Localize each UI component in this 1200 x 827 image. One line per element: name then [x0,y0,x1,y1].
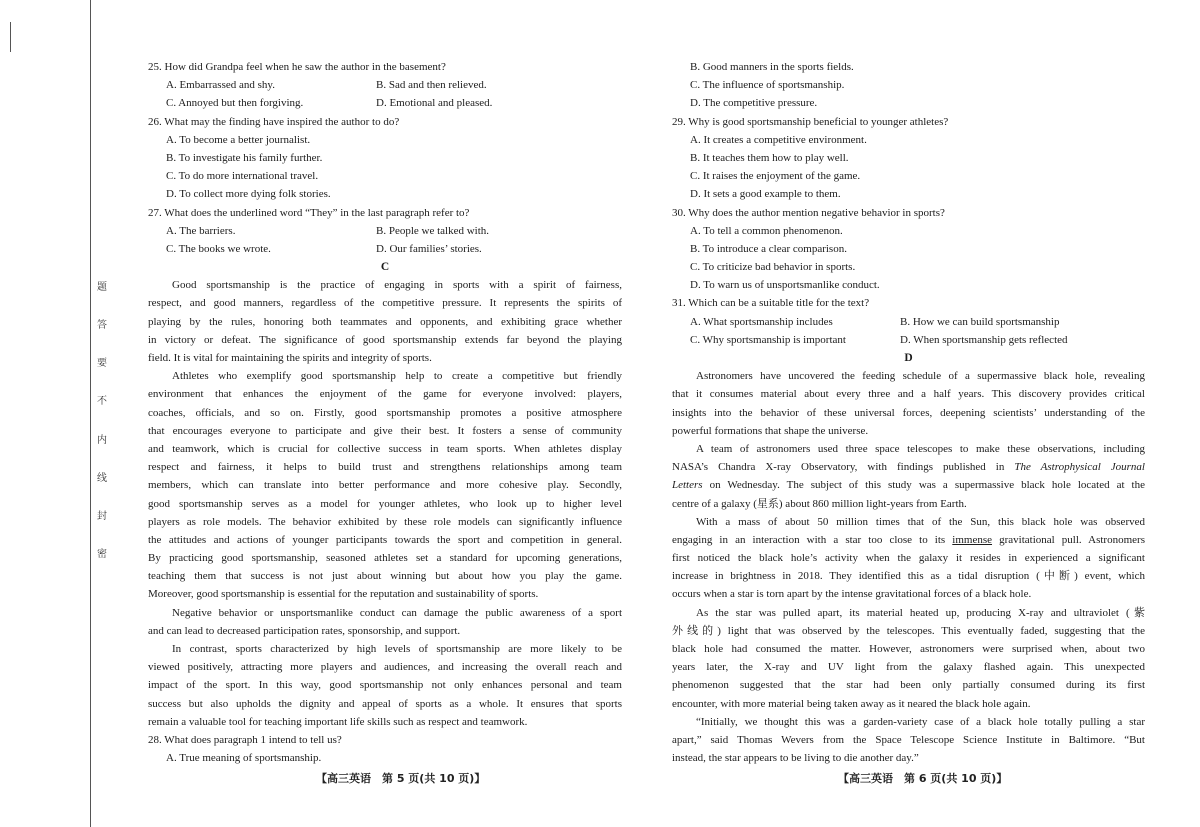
option-a: A. Embarrassed and shy. [166,79,275,92]
option-d: D. To collect more dying folk stories. [166,188,331,201]
option-b: B. People we talked with. [376,224,490,237]
passage-line: impact of the sport. In this way, good sportsmanship not only enhances personal and team [148,679,622,692]
option-c: C. To do more international travel. [166,170,319,183]
passage-line: Astronomers have uncovered the feeding schedule of a supermassive black hole, revealing [696,370,1145,383]
option-a: A. It creates a competitive environment. [690,133,867,146]
passage-line: good sportsmanship serves as a model for younger athletes, who look up to higher level [148,497,622,510]
underlined-word: immense [952,533,993,546]
option-a: A. To tell a common phenomenon. [690,224,843,237]
passage-line: respect, and good manners, regardless of the competitive pressure. It represents the spirits of [148,297,622,310]
passage-line: players as role models. The behavior exhibited by these role models can significantly influence [148,515,622,528]
passage-text: gravitational pull. Astronomers [992,533,1145,546]
passage-line: instead, the star appears to be living to die another day.” [672,752,919,765]
question-stem: 27. What does the underlined word “They” in the last paragraph refer to? [148,206,470,219]
right-page-column [672,58,1145,767]
option-d: D. It sets a good example to them. [690,188,841,201]
question-stem: 28. What does paragraph 1 intend to tell us? [148,733,342,746]
passage-line: 外线的) light that was observed by the telescopes. This eventually faded, suggesting that the [672,624,1145,637]
passage-line [672,531,1145,549]
section-heading: C [380,261,390,274]
passage-line: viewed positively, attracting more players and audiences, and increasing the overall reach and [148,661,622,674]
passage-line: that encourages everyone to participate and give their best. It fosters a sense of community [148,424,622,437]
passage-line: years later, the X-ray and UV light from the galaxy flashed again. This unexpected [672,661,1145,674]
passage-line: and teamwork, which is crucial for collective success in team sports. When athletes display [148,442,622,455]
passage-line: field. It is vital for maintaining the spirits and integrity of sports. [148,352,432,364]
option-row [148,76,622,94]
section-heading: D [904,352,913,364]
passage-text: engaging in an interaction with a star too close to its [672,533,953,546]
question-stem: 31. Which can be a suitable title for the text? [672,297,870,310]
passage-line: Good sportsmanship is the practice of engaging in sports with a spirit of fairness, [172,279,622,292]
passage-line: and can lead to decreased participation rates, sponsorship, and support. [148,624,461,637]
option-b: B. To investigate his family further. [166,151,323,164]
option-c: C. Annoyed but then forgiving. [166,97,304,110]
option-d: D. When sportsmanship gets reflected [900,333,1068,346]
passage-line: members, which can translate into better performance and more cohesive play. Secondly, [148,479,622,492]
passage-line [672,476,1145,494]
passage-line: the attitudes and actions of younger participants towards the sport and competition in general. [148,533,622,546]
passage-line: occurs when a star is torn apart by the intense gravitational forces of a black hole. [672,588,1032,601]
journal-title: The Astrophysical Journal [1014,461,1145,474]
option-d: D. Emotional and pleased. [376,97,493,110]
option-b: B. To introduce a clear comparison. [690,242,847,255]
question-stem: 25. How did Grandpa feel when he saw the author in the basement? [148,61,446,73]
passage-line: Moreover, good sportsmanship is essential for the reputation and sustainability of sports. [148,588,539,601]
passage-line: In contrast, sports characterized by high levels of sportsmanship are more likely to be [172,643,622,655]
option-d: D. The competitive pressure. [690,97,818,110]
option-b: B. It teaches them how to play well. [690,151,849,164]
option-b: B. Sad and then relieved. [376,79,487,92]
passage-line: remain a valuable tool for teaching important life skills such as respect and teamwork. [148,715,528,728]
passage-line: encounter, with more material being taken away as it neared the black hole again. [672,697,1031,710]
question-stem: 29. Why is good sportsmanship beneficial to younger athletes? [672,115,949,128]
passage-line: With a mass of about 50 million times that of the Sun, this black hole was observed [696,515,1145,528]
passage-line: As the star was pulled apart, its material heated up, producing X-ray and ultraviolet (紫 [696,606,1145,619]
option-c: C. To criticize bad behavior in sports. [690,261,856,274]
passage-line: black hole had consumed the matter. However, astronomers were surprised when, about two [672,643,1145,655]
option-d: D. To warn us of unsportsmanlike conduct. [690,279,880,292]
binding-char: 密 [97,548,107,560]
question-stem: 30. Why does the author mention negative behavior in sports? [672,206,945,219]
passage-line: A team of astronomers used three space telescopes to make these observations, including [696,442,1145,455]
option-row [672,313,1145,331]
passage-line: coaches, officials, and so on. Firstly, good sportsmanship promotes a positive atmosphere [148,406,622,419]
binding-char: 题 [97,282,107,293]
margin-mark [10,22,11,52]
option-a: A. The barriers. [166,224,236,237]
option-c: C. The influence of sportsmanship. [690,79,845,92]
binding-char: 封 [97,510,107,522]
option-c: C. Why sportsmanship is important [690,333,846,346]
option-row [148,94,622,112]
passage-line: phenomenon suggested that the star had been only partially consumed during its first [672,679,1145,692]
passage-line: Negative behavior or unsportsmanlike conduct can damage the public awareness of a sport [172,606,622,619]
option-c: C. It raises the enjoyment of the game. [690,170,861,183]
question-stem: 26. What may the finding have inspired the author to do? [148,115,400,128]
binding-char: 不 [97,396,107,408]
passage-line: centre of a galaxy (星系) about 860 million light-years from Earth. [672,497,967,510]
option-a: A. True meaning of sportsmanship. [166,752,322,765]
passage-line: in victory or defeat. The significance of good sportsmanship extends far beyond the playing [148,333,622,346]
passage-line: success but also upholds the dignity and appeal of sports as a whole. It ensures that sports [148,697,622,710]
option-row [672,331,1145,349]
binding-char: 线 [97,472,107,484]
passage-line: respect and fairness, it helps to build trust and strengthens relationships among team [148,461,622,474]
passage-line: that it consumes material about every three and a half years. This discovery provides critical [672,388,1145,401]
passage-line: powerful formations that shape the universe. [672,424,869,437]
page-footer: 【高三英语 第 6 页(共 10 页)】 [838,772,1008,785]
option-row [148,240,622,258]
passage-line: Athletes who exemplify good sportsmanship help to create a competitive but friendly [172,370,622,383]
left-page-column [148,58,622,767]
journal-title-cont: Letters [672,479,703,492]
option-d: D. Our families’ stories. [376,242,482,255]
binding-char: 内 [97,434,107,446]
option-a: A. What sportsmanship includes [690,315,833,328]
option-b: B. Good manners in the sports fields. [690,61,854,73]
binding-char: 答 [97,320,107,332]
passage-line: increase in brightness in 2018. They identified this as a tidal disruption (中断) event, which [672,570,1145,583]
option-a: A. To become a better journalist. [166,133,311,146]
passage-line: environment that enhances the enjoyment of the game for everyone involved: players, [148,388,622,401]
passage-text: NASA’s Chandra X-ray Observatory, with findings published in [672,461,1015,474]
option-c: C. The books we wrote. [166,242,271,255]
page-footer: 【高三英语 第 5 页(共 10 页)】 [316,772,486,785]
passage-line: insights into the behavior of these universal forces, deepening scientists’ understanding of the [672,406,1145,419]
passage-line: By practicing good sportsmanship, seasoned athletes set a standard for upcoming generations, [148,552,622,565]
passage-line: teaching them that success is not just about winning but about how you play the game. [148,570,622,583]
passage-line: “Initially, we thought this was a garden-variety case of a black hole totally pulling a star [696,715,1145,728]
passage-line [672,458,1145,476]
binding-strip [93,278,111,560]
passage-line: first noticed the black hole’s activity when the galaxy it resides in experienced a significant [672,552,1145,565]
passage-line: playing by the rules, honoring both teammates and opponents, and exhibiting grace whether [148,315,622,328]
passage-line: apart,” said Thomas Wevers from the Space Telescope Science Institute in Baltimore. “But [672,733,1145,746]
passage-text: on Wednesday. The subject of this study was a supermassive black hole located at the [702,479,1145,492]
binding-line [90,0,91,827]
binding-char: 要 [97,358,107,370]
option-b: B. How we can build sportsmanship [900,315,1060,328]
option-row [148,222,622,240]
